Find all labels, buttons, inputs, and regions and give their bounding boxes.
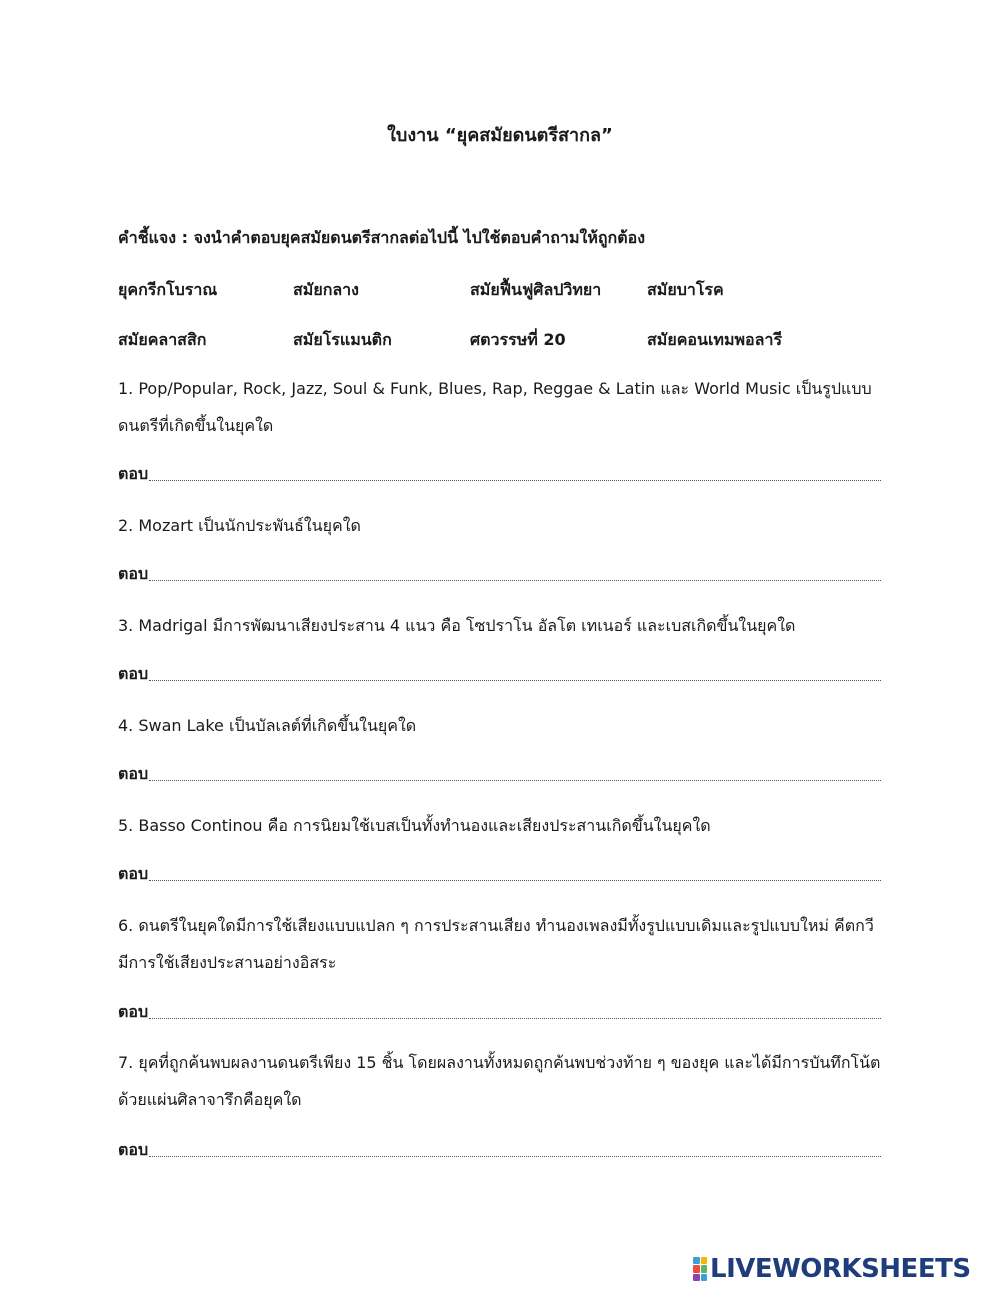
question-1: 1. Pop/Popular, Rock, Jazz, Soul & Funk, Blues, Rap, Reggae & Latin และ World Music เป็นรูปแบบดนตรีที่เกิดขึ้นในยุคใด [118, 379, 872, 435]
question-5: 5. Basso Continou คือ การนิยมใช้เบสเป็นทั้งทำนองและเสียงประสานเกิดขึ้นในยุคใด [118, 816, 711, 835]
answer-dotted-line[interactable] [149, 1018, 881, 1019]
choice-classical: สมัยคลาสสิก [118, 330, 207, 349]
answer-field-6[interactable] [118, 1000, 881, 1022]
logo-block [701, 1257, 708, 1264]
answer-field-7[interactable] [118, 1138, 881, 1160]
answer-label: ตอบ [118, 864, 149, 883]
answer-label: ตอบ [118, 764, 149, 783]
logo-block [693, 1257, 700, 1264]
answer-field-5[interactable] [118, 862, 881, 884]
choice-20th-century: ศตวรรษที่ 20 [470, 330, 566, 349]
logo-block [693, 1274, 700, 1281]
answer-dotted-line[interactable] [149, 480, 881, 481]
question-4: 4. Swan Lake เป็นบัลเลต์ที่เกิดขึ้นในยุคใด [118, 716, 417, 735]
answer-dotted-line[interactable] [149, 1156, 881, 1157]
answer-dotted-line[interactable] [149, 680, 881, 681]
liveworksheets-logo-icon [693, 1257, 707, 1281]
instruction-text: คำชี้แจง : จงนำคำตอบยุคสมัยดนตรีสากลต่อไปนี้ ไปใช้ตอบคำถามให้ถูกต้อง [118, 228, 646, 247]
answer-dotted-line[interactable] [149, 580, 881, 581]
logo-block [701, 1274, 708, 1281]
question-3: 3. Madrigal มีการพัฒนาเสียงประสาน 4 แนว คือ โซปราโน อัลโต เทเนอร์ และเบสเกิดขึ้นในยุคใด [118, 616, 796, 635]
question-7: 7. ยุคที่ถูกค้นพบผลงานดนตรีเพียง 15 ชิ้น โดยผลงานทั้งหมดถูกค้นพบช่วงท้าย ๆ ของยุค และได้มีการบันทึกโน้ตด้วยแผ่นศิลาจารึกคือยุคใด [118, 1053, 881, 1109]
answer-label: ตอบ [118, 1002, 149, 1021]
answer-label: ตอบ [118, 1140, 149, 1159]
choice-baroque: สมัยบาโรค [647, 280, 724, 299]
logo-text: LIVEWORKSHEETS [710, 1254, 971, 1284]
answer-field-4[interactable] [118, 762, 881, 784]
answer-dotted-line[interactable] [149, 880, 881, 881]
choice-romantic: สมัยโรแมนติก [293, 330, 392, 349]
answer-field-1[interactable] [118, 462, 881, 484]
liveworksheets-logo [693, 1254, 971, 1284]
answer-label: ตอบ [118, 564, 149, 583]
answer-field-2[interactable] [118, 562, 881, 584]
logo-block [693, 1265, 700, 1272]
worksheet-title: ใบงาน “ยุคสมัยดนตรีสากล” [387, 125, 613, 146]
question-6: 6. ดนตรีในยุคใดมีการใช้เสียงแบบแปลก ๆ การประสานเสียง ทำนองเพลงมีทั้งรูปแบบเดิมและรูปแบบใหม่ คีตกวีมีการใช้เสียงประสานอย่างอิสระ [118, 916, 874, 972]
answer-field-3[interactable] [118, 662, 881, 684]
choice-medieval: สมัยกลาง [293, 280, 359, 299]
question-2: 2. Mozart เป็นนักประพันธ์ในยุคใด [118, 516, 361, 535]
choice-renaissance: สมัยฟื้นฟูศิลปวิทยา [470, 280, 602, 299]
choice-ancient-greek: ยุคกรีกโบราณ [118, 280, 218, 299]
logo-block [701, 1265, 708, 1272]
answer-label: ตอบ [118, 464, 149, 483]
answer-label: ตอบ [118, 664, 149, 683]
answer-dotted-line[interactable] [149, 780, 881, 781]
choice-contemporary: สมัยคอนเทมพอลารี [647, 330, 783, 349]
